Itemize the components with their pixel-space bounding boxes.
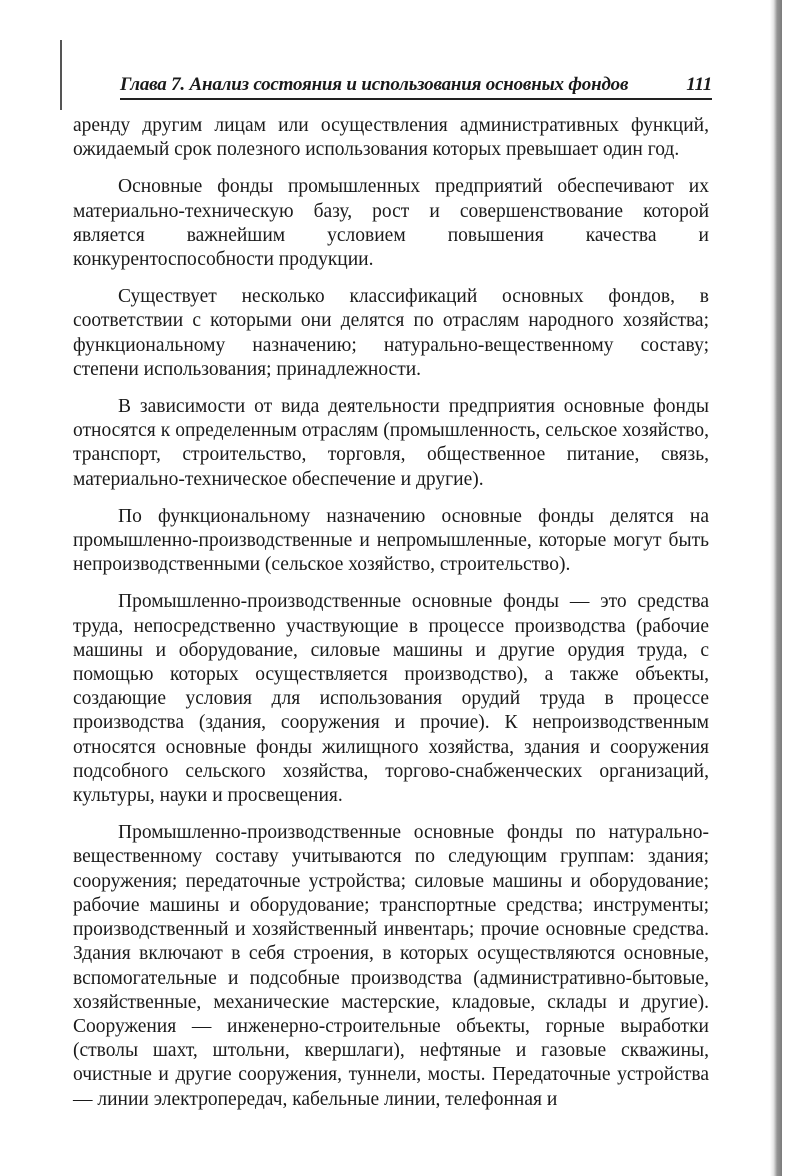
chapter-title: Глава 7. Анализ состояния и использования основных фондов xyxy=(120,74,629,95)
paragraph: Промышленно-производственные основные фонды — это средства труда, непосредственно участвующие в процессе производства (рабочие машины и оборудование, силовые машины и другие орудия труда, с помощью которых осуществляется производство), а также объекты, создающие условия для использования орудий труда в процессе производства (здания, сооружения и прочие). К непроизводственным относятся основные фонды жилищного хозяйства, здания и сооружения подсобного сельского хозяйства, торгово-снабженческих организаций, культуры, науки и просвещения. xyxy=(73,591,709,807)
body-text xyxy=(73,114,709,1125)
scan-edge-left xyxy=(60,40,62,110)
page-number: 111 xyxy=(686,74,712,95)
scan-edge-right xyxy=(770,0,782,1176)
paragraph-continued: аренду другим лицам или осуществления административных функций, ожидаемый срок полезного использования которых превышает один год. xyxy=(73,115,709,161)
paragraph: В зависимости от вида деятельности предприятия основные фонды относятся к определенным отраслям (промышленность, сельское хозяйство, транспорт, строительство, торговля, общественное питание, связь, материально-техническое обеспечение и другие). xyxy=(73,396,709,490)
paragraph: Существует несколько классификаций основных фондов, в соответствии с которыми они делятся по отраслям народного хозяйства; функциональному назначению; натурально-вещественному составу; степени использования; принадлежности. xyxy=(73,286,709,380)
paragraph: Основные фонды промышленных предприятий обеспечивают их материально-техническую базу, рост и совершенствование которой является важнейшим условием повышения качества и конкурентоспособности продукции. xyxy=(73,176,709,271)
paragraph: По функциональному назначению основные фонды делятся на промышленно-производственные и непромышленные, которые могут быть непроизводственными (сельское хозяйство, строительство). xyxy=(73,505,709,576)
paragraph: Промышленно-производственные основные фонды по натурально-вещественному составу учитываются по следующим группам: здания; сооружения; передаточные устройства; силовые машины и оборудование; рабочие машины и оборудование; транспортные средства; инструменты; производственный и хозяйственный инвентарь; прочие основные средства. Здания включают в себя строения, в которых осуществляются основные, вспомогательные и подсобные производства (административно-бытовые, хозяйственные, механические мастерские, кладовые, склады и другие). Сооружения — инженерно-строительные объекты, горные выработки (стволы шахт, штольни, квершлаги), нефтяные и газовые скважины, очистные и другие сооружения, туннели, мосты. Передаточные устройства — линии электропередач, кабельные линии, телефонная и xyxy=(73,822,709,1110)
running-header xyxy=(120,68,712,100)
